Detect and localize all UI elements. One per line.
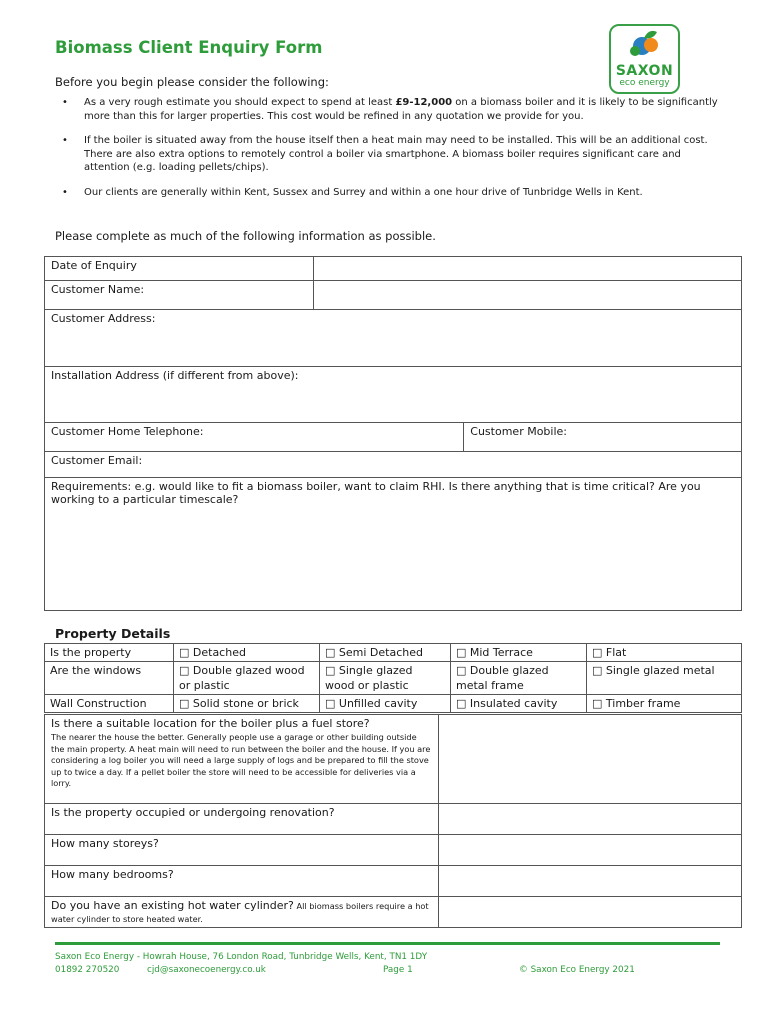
requirements-field[interactable] [45,478,742,611]
home-telephone-label: Customer Home Telephone: [51,425,204,438]
logo-leaves-icon [611,26,678,64]
question-boiler-location [45,715,439,804]
name-field[interactable] [314,281,742,310]
question-occupied: Is the property occupied or undergoing renovation? [45,804,439,835]
question-note: The nearer the house the better. Generally people use a garage or other building outside the main property. A heat main will need to run between the boiler and the house. If you are considering a log boiler you will need a large supply of logs and be prepared to fill the stove up to twice a day. If a pellet boiler the store will need to be accessible for deliveries via a lorry. [51,732,431,788]
footer-divider [55,942,720,945]
date-field[interactable] [314,257,742,281]
install-address-field[interactable] [45,367,742,423]
property-questions-table [44,714,742,928]
checkbox-single-glazed-metal[interactable]: □ Single glazed metal [587,662,742,695]
date-label: Date of Enquiry [45,257,314,281]
address-field[interactable] [45,310,742,367]
checkbox-flat[interactable]: □ Flat [587,644,742,662]
customer-details-table [44,256,742,611]
checkbox-unfilled-cavity[interactable]: □ Unfilled cavity [320,695,451,713]
bullet-text: If the boiler is situated away from the house itself then a heat main may need to be installed. This will be an additional cost. There are also extra options to remotely control a boiler via smartphone. A biomass boiler requires significant care and attention (e.g. loading pellets/chips). [84,135,708,173]
wall-construction-label: Wall Construction [45,695,174,713]
checkbox-insulated-cavity[interactable]: □ Insulated cavity [451,695,587,713]
bullet-text: on a biomass boiler and it is likely to be significantly more than this for larger properties. This cost would be refined in any quotation we provide for you. [84,97,718,122]
list-item: • If the boiler is situated away from the house itself then a heat main may need to be installed. This will be an additional cost. There are also extra options to remotely control a boiler via smartphone. A biomass boiler requires significant care and attention (e.g. loading pellets/chips). [62,135,708,173]
checkbox-single-glazed-wood[interactable]: □ Single glazed wood or plastic [320,662,451,695]
checkbox-double-glazed-metal[interactable]: □ Double glazed metal frame [451,662,587,695]
name-label: Customer Name: [45,281,314,310]
answer-storeys[interactable] [439,835,742,866]
question-note: All biomass boilers require a hot water cylinder to store heated water. [51,901,429,924]
footer-page-number: Page 1 [383,965,413,975]
cost-estimate: £9-12,000 [395,97,453,108]
mobile-label: Customer Mobile: [470,425,567,438]
checkbox-double-glazed-wood[interactable]: □ Double glazed wood or plastic [174,662,320,695]
property-details-heading: Property Details [55,626,171,641]
install-address-label: Installation Address (if different from above): [51,369,299,382]
question-text: Is there a suitable location for the boiler plus a fuel store? [51,717,370,730]
question-storeys: How many storeys? [45,835,439,866]
page-title: Biomass Client Enquiry Form [55,38,323,57]
checkbox-semi-detached[interactable]: □ Semi Detached [320,644,451,662]
email-field[interactable] [45,452,742,478]
email-label: Customer Email: [51,454,143,467]
checkbox-detached[interactable]: □ Detached [174,644,320,662]
mobile-field[interactable] [464,423,742,452]
question-text: Do you have an existing hot water cylinder? [51,899,294,912]
home-telephone-field[interactable] [45,423,464,452]
checkbox-solid-stone[interactable]: □ Solid stone or brick [174,695,320,713]
considerations-list [60,96,720,210]
address-label: Customer Address: [51,312,156,325]
list-item: • As a very rough estimate you should expect to spend at least £9-12,000 on a biomass boiler and it is likely to be significantly more than this for larger properties. This cost would be refined in any quotation we provide for you. [62,97,718,122]
intro-text: Before you begin please consider the following: [55,75,329,89]
instruction-text: Please complete as much of the following information as possible. [55,229,436,243]
footer-phone: 01892 270520 [55,965,120,975]
logo-subtitle: eco energy [619,78,670,88]
answer-bedrooms[interactable] [439,866,742,897]
property-type-label: Is the property [45,644,174,662]
question-hot-water-cylinder [45,897,439,928]
checkbox-mid-terrace[interactable]: □ Mid Terrace [451,644,587,662]
answer-boiler-location[interactable] [439,715,742,804]
answer-occupied[interactable] [439,804,742,835]
bullet-text: As a very rough estimate you should expect to spend at least [84,97,396,108]
footer-email[interactable]: cjd@saxonecoenergy.co.uk [147,965,266,975]
question-bedrooms: How many bedrooms? [45,866,439,897]
footer-copyright: © Saxon Eco Energy 2021 [519,965,635,975]
windows-label: Are the windows [45,662,174,695]
answer-hot-water-cylinder[interactable] [439,897,742,928]
footer-address: Saxon Eco Energy - Howrah House, 76 London Road, Tunbridge Wells, Kent, TN1 1DY [55,952,428,962]
requirements-label: Requirements: e.g. would like to fit a biomass boiler, want to claim RHI. Is there anything that is time critical? Are you working to a particular timescale? [51,480,701,506]
list-item: • Our clients are generally within Kent, Sussex and Surrey and within a one hour drive of Tunbridge Wells in Kent. [62,186,643,198]
checkbox-timber-frame[interactable]: □ Timber frame [587,695,742,713]
bullet-text: Our clients are generally within Kent, Sussex and Surrey and within a one hour drive of Tunbridge Wells in Kent. [84,186,643,198]
property-details-table [44,643,742,713]
logo-word: SAXON [615,63,674,79]
saxon-logo [609,24,680,94]
